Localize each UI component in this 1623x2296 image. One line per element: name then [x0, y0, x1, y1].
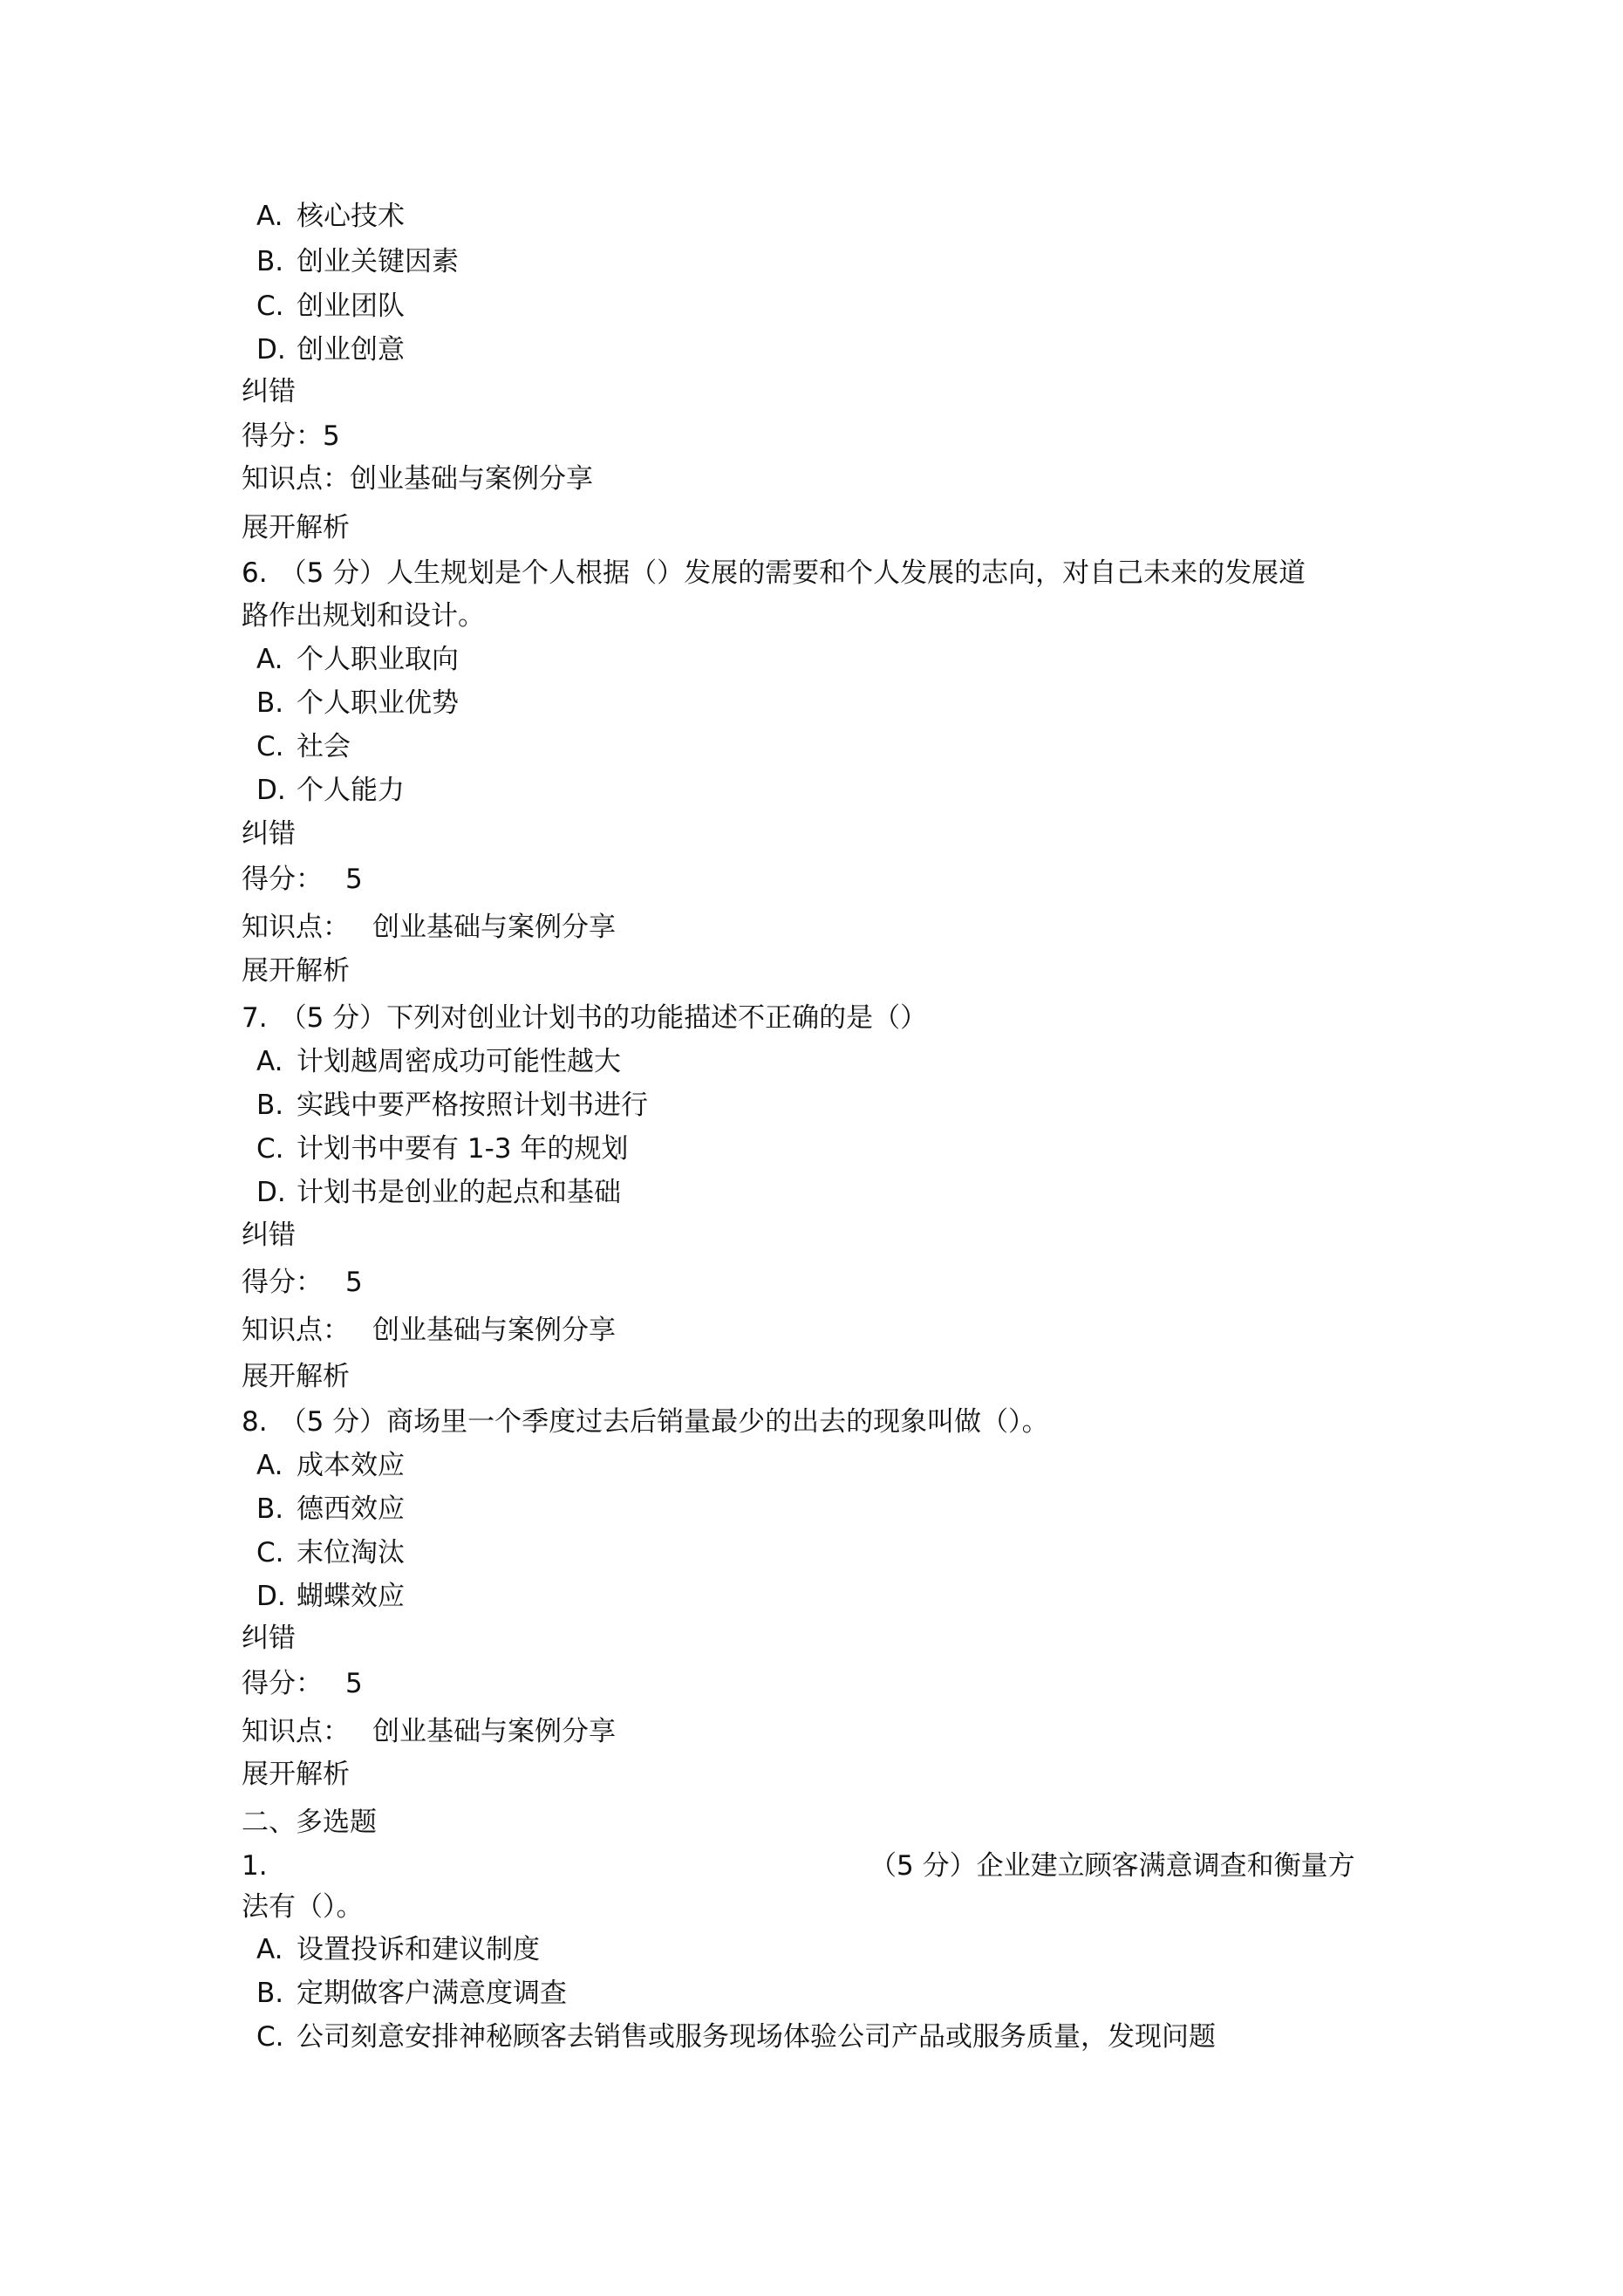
option-text: 德西效应: [297, 1493, 405, 1525]
q8-expand-analysis-link[interactable]: 展开解析: [242, 1759, 350, 1790]
kp-value: 创业基础与案例分享: [372, 1315, 616, 1346]
kp-label: 知识点：: [242, 1716, 350, 1747]
q7-question: [242, 1002, 928, 1034]
option-text: 成本效应: [297, 1450, 405, 1481]
q6-correction-link[interactable]: 纠错: [242, 818, 296, 850]
q8-question: [242, 1406, 1049, 1438]
q5-knowledge-point: [242, 463, 593, 495]
question-text: （5 分）企业建立顾客满意调查和衡量方: [869, 1850, 1355, 1882]
option-text: 公司刻意安排神秘顾客去销售或服务现场体验公司产品或服务质量，发现问题: [297, 2021, 1216, 2053]
option-label: D.: [256, 775, 286, 806]
q5-option-d[interactable]: [256, 334, 405, 366]
q5-expand-analysis-link[interactable]: 展开解析: [242, 512, 350, 543]
q7-score: [242, 1269, 363, 1296]
option-label: A.: [256, 1934, 283, 1965]
kp-value: 创业基础与案例分享: [372, 912, 616, 943]
mq1-question-cont: 法有（）。: [242, 1891, 364, 1923]
score-label: 得分：: [242, 1267, 323, 1298]
q7-option-b[interactable]: [256, 1092, 648, 1119]
option-text: 社会: [297, 731, 351, 762]
mq1-option-a[interactable]: [256, 1934, 540, 1965]
q5-option-a[interactable]: [256, 203, 405, 230]
option-text: 创业团队: [297, 290, 405, 322]
q7-knowledge-point: [242, 1317, 616, 1344]
option-label: D.: [256, 1177, 286, 1208]
option-text: 末位淘汰: [297, 1537, 405, 1568]
option-text: 计划书是创业的起点和基础: [297, 1177, 621, 1208]
option-text: 创业创意: [297, 334, 405, 366]
score-label: 得分：: [242, 864, 323, 895]
option-label: A.: [256, 1450, 283, 1481]
q6-question-cont: 路作出规划和设计。: [242, 600, 485, 632]
option-text: 个人能力: [297, 775, 405, 806]
option-text: 计划书中要有 1-3 年的规划: [297, 1133, 629, 1165]
question-text: （5 分）人生规划是个人根据（）发展的需要和个人发展的志向，对自己未来的发展道: [279, 557, 1306, 589]
option-label: C.: [256, 1537, 284, 1568]
mq1-option-b[interactable]: [256, 1980, 567, 2007]
question-number: 1.: [242, 1850, 268, 1882]
option-label: C.: [256, 1133, 284, 1165]
kp-label: 知识点：: [242, 1315, 350, 1346]
option-label: D.: [256, 1581, 286, 1612]
option-label: A.: [256, 644, 283, 675]
q8-correction-link[interactable]: 纠错: [242, 1623, 296, 1654]
q8-option-a[interactable]: [256, 1452, 405, 1479]
kp-value: 创业基础与案例分享: [372, 1716, 616, 1747]
q6-option-b[interactable]: [256, 687, 459, 719]
q8-option-d[interactable]: [256, 1583, 405, 1610]
q5-score: [242, 420, 340, 452]
q5-option-c[interactable]: [256, 290, 405, 322]
q8-option-c[interactable]: [256, 1537, 405, 1568]
q6-expand-analysis-link[interactable]: 展开解析: [242, 955, 350, 987]
score-value: 5: [345, 1668, 363, 1699]
q6-score: [242, 866, 363, 893]
option-text: 个人职业取向: [297, 644, 459, 675]
question-number: 7.: [242, 1002, 268, 1034]
option-label: A.: [256, 1046, 283, 1077]
score-value: 5: [345, 1267, 363, 1298]
option-label: D.: [256, 334, 286, 366]
q7-option-a[interactable]: [256, 1046, 621, 1077]
score-label: 得分：: [242, 420, 323, 452]
option-text: 计划越周密成功可能性越大: [297, 1046, 621, 1077]
option-label: C.: [256, 731, 284, 762]
kp-value: 创业基础与案例分享: [350, 463, 593, 495]
option-text: 个人职业优势: [297, 687, 459, 719]
question-number: 8.: [242, 1406, 268, 1438]
option-text: 创业关键因素: [297, 246, 459, 277]
q8-score: [242, 1668, 363, 1699]
option-label: B.: [256, 1493, 284, 1525]
q6-knowledge-point: [242, 914, 616, 941]
option-label: B.: [256, 687, 284, 719]
q6-question: [242, 557, 1306, 589]
score-label: 得分：: [242, 1668, 323, 1699]
question-text: （5 分）商场里一个季度过去后销量最少的出去的现象叫做（）。: [279, 1406, 1049, 1438]
q7-option-d[interactable]: [256, 1179, 621, 1206]
q5-option-b[interactable]: [256, 246, 459, 277]
option-text: 实践中要严格按照计划书进行: [297, 1090, 648, 1121]
kp-label: 知识点：: [242, 463, 350, 495]
score-value: 5: [345, 864, 363, 895]
q7-expand-analysis-link[interactable]: 展开解析: [242, 1361, 350, 1392]
option-text: 定期做客户满意度调查: [297, 1978, 567, 2009]
q7-option-c[interactable]: [256, 1133, 629, 1165]
question-number: 6.: [242, 557, 268, 589]
option-text: 设置投诉和建议制度: [297, 1934, 540, 1965]
q8-knowledge-point: [242, 1716, 616, 1747]
score-value: 5: [323, 420, 340, 452]
q7-correction-link[interactable]: 纠错: [242, 1220, 296, 1251]
option-label: C.: [256, 290, 284, 322]
option-label: B.: [256, 1978, 284, 2009]
kp-label: 知识点：: [242, 912, 350, 943]
mq1-option-c[interactable]: [256, 2021, 1216, 2053]
q5-correction-link[interactable]: 纠错: [242, 376, 296, 407]
option-label: A.: [256, 201, 283, 232]
option-text: 蝴蝶效应: [297, 1581, 405, 1612]
q8-option-b[interactable]: [256, 1493, 405, 1525]
option-label: C.: [256, 2021, 284, 2053]
section-heading: 二、多选题: [242, 1807, 377, 1838]
q6-option-c[interactable]: [256, 731, 351, 762]
q6-option-d[interactable]: [256, 777, 405, 804]
option-label: B.: [256, 1090, 284, 1121]
q6-option-a[interactable]: [256, 646, 459, 673]
question-text: （5 分）下列对创业计划书的功能描述不正确的是（）: [279, 1002, 928, 1034]
option-text: 核心技术: [297, 201, 405, 232]
mq1-question: [242, 1850, 1355, 1882]
option-label: B.: [256, 246, 284, 277]
